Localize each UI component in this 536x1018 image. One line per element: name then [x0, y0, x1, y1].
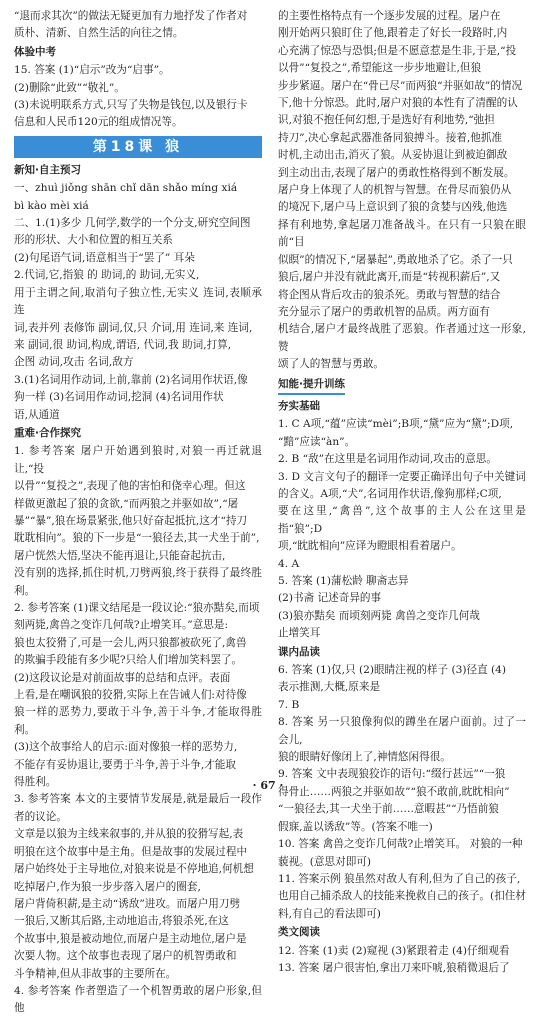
text-line: 到主动出击,表现了屠户的勇敢性格得到不断发展。	[278, 166, 515, 179]
text-line: 持刀”,决心拿起武器准备同狼搏斗。接着,他抓准	[278, 131, 503, 144]
text-line: 斗争精神,但从非故事的主要所在。	[14, 967, 177, 980]
text-line: 企图 动词,攻击 名词,敌方	[14, 356, 134, 369]
text-line: (2)这段议论是对前面故事的总结和点评。表面	[14, 671, 231, 684]
text-line: 语,从通道	[14, 408, 60, 421]
text-line: 项,“眈眈相向”应译为瞪眼相看着屠户。	[278, 540, 462, 553]
right-column	[278, 8, 526, 977]
text-line: 狼的眼睛好像闭上了,神情悠闲得很。	[278, 751, 451, 764]
text-line: 用于主谓之间,取消句子独立性,无实义 连词,表顺承 连	[14, 286, 262, 317]
text-line: 时机,主动出击,消灭了狼。从妥协退让到被迫御敌	[278, 149, 508, 162]
text-line: 15. 答案 (1)“启示”改为“启事”。	[14, 64, 170, 77]
text-line: 信息和人民币120元的组成情况等。	[14, 116, 183, 129]
text-line: 3. 参考答案 本文的主要情节发展是,就是最后一段作者的议论。	[14, 793, 262, 823]
text-line: 也用自己捕杀敌人的技能来挽救自己的孩子。(扣住材料,有自己的看法即可)	[278, 890, 526, 920]
text-line: (3)狼亦黠矣 而顷刻两毙 禽兽之变诈几何哉	[278, 609, 480, 622]
text-line: 屠户恍然大悟,坚决不能再退让,只能奋起抗击,	[14, 549, 226, 562]
text-line: 4. A	[278, 557, 300, 570]
section-heading: 新知·自主预习	[14, 163, 81, 176]
text-line: 得胜利。	[14, 776, 57, 789]
text-line: 没有别的选择,抓住时机,刀劈两狼,终于获得了最终胜利。	[14, 567, 262, 597]
text-line: 3.(1)名词用作动词,上前,靠前 (2)名词用作状语,像	[14, 373, 248, 386]
section-heading: 类文阅读	[278, 926, 320, 939]
text-line: 形的形状、大小和位置的相互关系	[14, 234, 173, 247]
text-line: 以骨”“复投之”,表现了他的害怕和侥幸心理。但这	[14, 480, 246, 493]
text-line: 步步紧逼。屠户在“骨已尽”而两狼“并驱如故”的情况	[278, 79, 523, 92]
text-line: “黯”应读“àn”。	[278, 435, 356, 448]
text-line: 机结合,屠户才最终战胜了恶狼。作者通过这一形象,赞	[278, 323, 526, 353]
text-line: 7. B	[278, 698, 300, 711]
text-line: (3)未说明联系方式,只写了失物是钱包,以及银行卡	[14, 99, 248, 112]
text-line: 下,他十分惊恐。此时,屠户对狼的本性有了清醒的认	[278, 97, 518, 110]
text-line: 心充满了惊恐与恐惧;但是不愿意惹是生非,于是,“投	[278, 44, 517, 57]
text-line: 刚开始两只狼盯住了他,跟着走了好长一段路时,内	[278, 27, 508, 40]
text-line: 屠户始终处于主导地位,对狼来说是不停地追,何机想	[14, 863, 254, 876]
text-line: 屠户身上体现了人的机智与智慧。在骨尽而狼仍从	[278, 184, 512, 197]
text-line: 将企图从背后攻击的狼杀死。勇敢与智慧的结合	[278, 288, 501, 301]
text-line: 藐视。(意思对即可)	[278, 855, 372, 868]
text-line: 识,对狼不抱任何幻想,于是选好有利地势,“弛担	[278, 114, 495, 127]
text-line: 的主要性格特点有一个逐步发展的过程。屠户在	[278, 10, 501, 22]
text-line: 1. C A项,“蕴”应读“mèi”;B项,“黛”应为“黛”;D项,	[278, 418, 514, 431]
section-heading: 知能·提升训练	[278, 376, 345, 395]
text-line: 一狼后,又断其后路,主动地追击,将狼杀死,在这	[14, 915, 229, 928]
text-line: 次要人物。这个故事也表现了屠户的机智勇敢和	[14, 950, 237, 963]
text-line: 4. 参考答案 作者塑造了一个机智勇敢的屠户形象,但他	[14, 984, 262, 1015]
text-line: 颂了人的智慧与勇敢。	[278, 358, 384, 371]
text-line: 质朴、清新、自然生活的向往之情。	[14, 27, 184, 40]
text-line: 词,表并列 表修饰 副词,仅,只 介词,用 连词,来 连词,	[14, 321, 253, 334]
text-line: 2.代词,它,指狼 的 助词,的 助词,无实义,	[14, 269, 200, 282]
text-line: 1. 参考答案 屠户开始遇到狼时,对狼一再迁就退让,“投	[14, 445, 262, 475]
section-heading: 重难·合作探究	[14, 426, 81, 439]
section-heading: 夯实基础	[278, 399, 320, 412]
text-line: 11. 答案示例 狼虽然对敌人有利,但为了自己的孩子,	[278, 872, 521, 885]
text-line: 似瞑”的情况下,“屠暴起”,勇敢地杀了它。杀了一只	[278, 253, 513, 266]
text-line: 9. 答案 文中表现狼狡诈的语句:“缀行甚远”“一狼	[278, 768, 506, 781]
text-line: 以骨”“复投之”,希望能这一步步地避让,但狼	[278, 62, 482, 75]
text-line: 12. 答案 (1)卖 (2)窥视 (3)紧跟着走 (4)仔细观看	[278, 944, 510, 957]
text-line: 要在这里,“禽兽”,这个故事的主人公在这里是指“狼”;D	[278, 505, 526, 535]
text-line: (2)删除“此致”“敬礼”。	[14, 81, 125, 94]
text-line: 吃掉屠户,作为狼一步步落入屠户的圈套,	[14, 880, 201, 893]
text-line: 充分显示了屠户的勇敢机智的品质。两方面有	[278, 305, 490, 318]
text-line: 的境况下,屠户马上意识到了狼的贪婪与凶残,他选	[278, 201, 508, 214]
text-line: 屠户背倚积薪,是主动“诱敌”进攻。而屠户用刀劈	[14, 897, 241, 910]
text-line: (2)书斋 记述奇异的事	[278, 592, 382, 605]
text-line: 2. B “敌”在这里是名词用作动词,攻击的意思。	[278, 453, 497, 466]
text-line: 狼后,屠户并没有就此离开,而是“转视积薪后”,又	[278, 271, 501, 284]
text-line: 狼一样的恶势力,要敢于斗争,善于斗争,才能取得胜利。	[14, 706, 262, 736]
text-line: 刻两毙,禽兽之变诈几何哉?止增笑耳。”意思是:	[14, 619, 229, 632]
text-line: 的欺骗手段能有多少呢?只给人们增加笑料罢了。	[14, 654, 243, 667]
text-line: 狗一样 (3)名词用作动词,挖洞 (4)名词用作状	[14, 391, 224, 404]
text-line: 假寐,盖以诱敌”等。(答案不唯一)	[278, 820, 433, 833]
text-line: (3)这个故事给人的启示:面对像狼一样的恶势力,	[14, 741, 238, 754]
section-heading: 课内品读	[278, 645, 320, 658]
text-line: 的含义。A项,“犬”,名词用作状语,像狗那样;C项,	[278, 487, 502, 500]
left-column	[14, 8, 262, 1018]
text-line: 6. 答案 (1)仅,只 (2)眼睛注视的样子 (3)径直 (4)	[278, 664, 507, 677]
text-line: “退而求其次”的做法无疑更加有力地抒发了作者对	[14, 10, 248, 22]
text-line: 耽耽相向”。狼的下一步是“一狼径去,其一犬坐于前”,	[14, 532, 260, 545]
text-line: 止增笑耳	[278, 627, 321, 640]
text-line: 表示推测,大概,原来是	[278, 681, 381, 694]
text-line: 5. 答案 (1)蒲松龄 聊斋志异	[278, 575, 409, 587]
text-line: 文章是以狼为主线来叙事的,并从狼的狡猾写起,表	[14, 828, 244, 841]
text-line: 8. 答案 另一只狼像狗似的蹲坐在屠户面前。过了一会儿,	[278, 716, 526, 746]
text-line: 来 副词,很 助词,构成,谓语, 代词,我 助词,打算,	[14, 338, 232, 351]
lesson-title: 第18课 狼	[14, 136, 262, 158]
text-line: 不能存有妥协退让,要勇于斗争,善于斗争,才能取	[14, 758, 236, 771]
text-line: 二、1.(1)多少 几何学,数学的一个分支,研究空间图	[14, 217, 251, 230]
text-line: 13. 答案 屠户很害怕,拿出刀来吓唬,狼稍微退后了	[278, 961, 510, 974]
text-line: 得骨止……两狼之并驱如故”“狼不敢前,眈眈相向”	[278, 785, 510, 798]
text-line: bì kào mèi xiá	[14, 199, 89, 212]
text-line: 3. D 文言文句子的翻译一定要正确译出句子中关键词	[278, 470, 526, 483]
text-line: 暴”“暴”,狼在场景紧张,他只好奋起抵抗,这才“持刀	[14, 514, 248, 527]
text-line: (2)句尾语气词,语意相当于“罢了” 耳朵	[14, 251, 195, 264]
text-line: 明狼在这个故事中是主角。但是故事的发展过程中	[14, 845, 248, 858]
text-line: 一、zhuì jiǒng shān chǐ dān shǎo míng xiá	[14, 182, 238, 195]
text-line: 个故事中,狼是被动地位,而屠户是主动地位,屠户是	[14, 932, 247, 945]
text-line: 2. 参考答案 (1)课文结尾是一段议论:“狼亦黠矣,而顷	[14, 602, 260, 614]
section-heading: 体验中考	[14, 45, 56, 58]
text-line: “一狼径去,其一犬坐于前……意暇甚”“乃悟前狼	[278, 803, 499, 816]
text-line: 上看,是在嘲讽狼的狡猾,实际上在告诫人们:对待像	[14, 689, 247, 702]
text-line: 样做更激起了狼的贪欲,“而两狼之并驱如故”,“屠	[14, 497, 239, 510]
text-line: 狼也太狡猾了,可是一会儿,两只狼都被砍死了,禽兽	[14, 636, 247, 649]
page-number: · 67 ·	[252, 779, 284, 792]
text-line: 10. 答案 禽兽之变诈几何哉?止增笑耳。 对狼的一种	[278, 838, 523, 851]
text-line: 择有利地势,拿起屠刀准备战斗。在只有一只狼在眼前“目	[278, 218, 526, 249]
